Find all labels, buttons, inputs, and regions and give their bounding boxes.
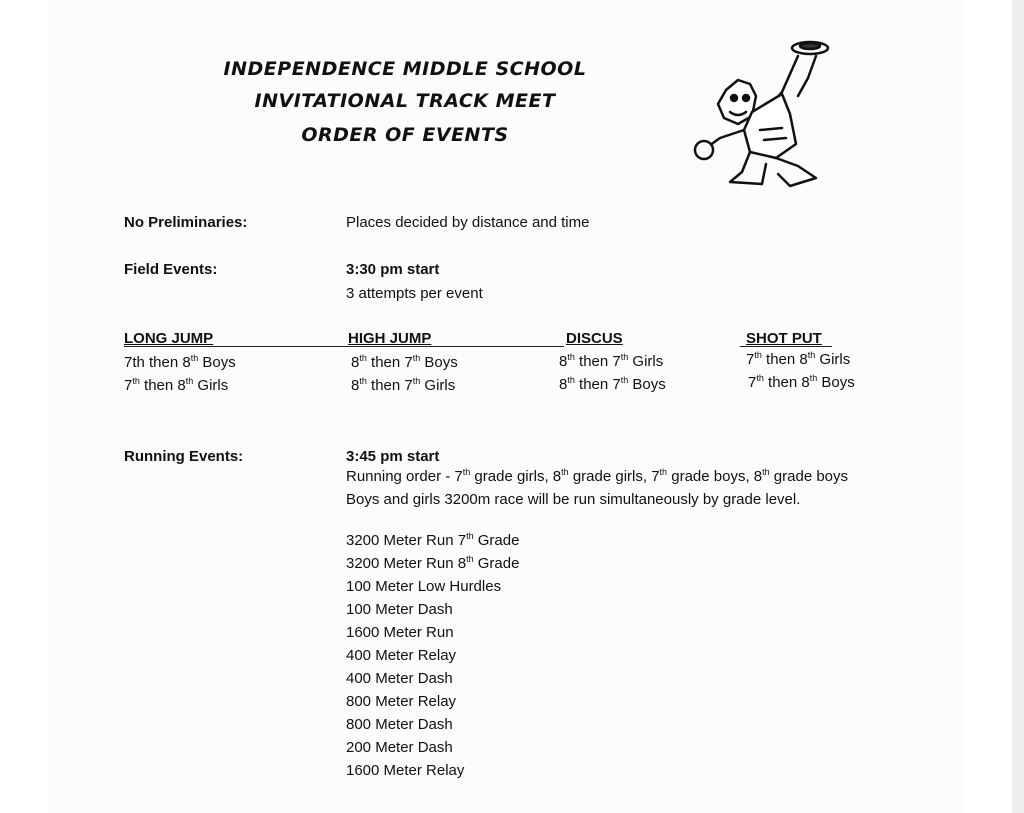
list-item: 100 Meter Dash — [346, 601, 453, 618]
long-jump-heading: LONG JUMP — [124, 330, 214, 347]
high-jump-item-girls: 8th then 7th Girls — [351, 376, 456, 394]
shot-put-item-girls: 7th then 8th Girls — [746, 350, 851, 368]
list-item: 1600 Meter Run — [346, 624, 454, 641]
running-events-label: Running Events: — [124, 448, 244, 465]
high-jump-item-boys: 8th then 7th Boys — [351, 353, 458, 371]
no-prelims-value: Places decided by distance and time — [346, 214, 590, 231]
running-order-text: Running order - 7th grade girls, 8th grade girls, 7th grade boys, 8th grade boys — [346, 467, 849, 485]
long-jump-item-girls: 7th then 8th Girls — [124, 376, 229, 394]
running-simultaneous-note: Boys and girls 3200m race will be run simultaneously by grade level. — [346, 491, 801, 508]
field-events-label: Field Events: — [124, 261, 218, 278]
title-school: INDEPENDENCE MIDDLE SCHOOL — [223, 58, 587, 80]
shot-put-heading: SHOT PUT — [746, 330, 822, 347]
discus-heading: DISCUS — [566, 330, 623, 347]
list-item: 200 Meter Dash — [346, 739, 453, 756]
bulldog-discus-thrower-icon — [686, 34, 854, 194]
field-attempts-note: 3 attempts per event — [346, 285, 483, 302]
title-meet: INVITATIONAL TRACK MEET — [254, 90, 556, 112]
list-item: 800 Meter Dash — [346, 716, 453, 733]
discus-item-girls: 8th then 7th Girls — [559, 352, 664, 370]
list-item: 400 Meter Relay — [346, 647, 457, 664]
running-start-time: 3:45 pm start — [346, 448, 440, 465]
field-start-time: 3:30 pm start — [346, 261, 440, 278]
long-jump-item-boys: 7th then 8th Boys — [124, 353, 236, 371]
page-edge — [1012, 0, 1024, 813]
running-events-list — [346, 531, 519, 784]
no-prelims-label: No Preliminaries: — [124, 214, 248, 231]
title-order: ORDER OF EVENTS — [301, 124, 509, 146]
list-item: 800 Meter Relay — [346, 693, 457, 710]
discus-item-boys: 8th then 7th Boys — [559, 375, 666, 393]
shot-put-item-boys: 7th then 8th Boys — [748, 373, 855, 391]
list-item: 1600 Meter Relay — [346, 762, 465, 779]
list-item: 400 Meter Dash — [346, 670, 453, 687]
high-jump-heading: HIGH JUMP — [348, 330, 432, 347]
list-item: 100 Meter Low Hurdles — [346, 578, 502, 595]
list-item: 3200 Meter Run 7th Grade — [346, 531, 520, 549]
list-item: 3200 Meter Run 8th Grade — [346, 554, 520, 572]
